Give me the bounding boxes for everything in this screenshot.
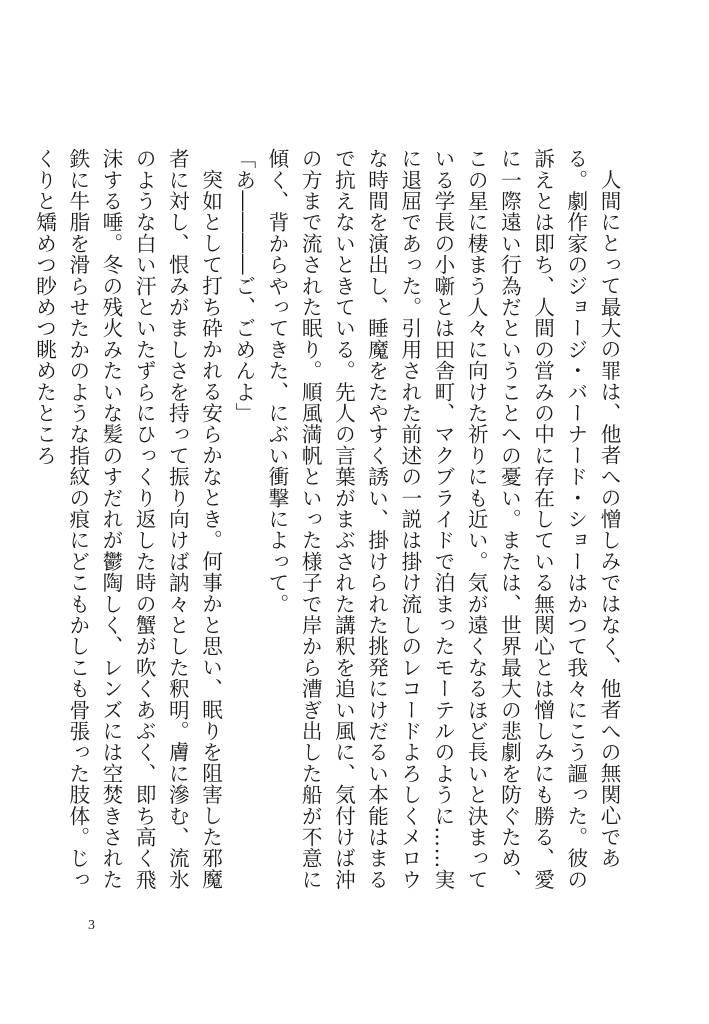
vertical-text-body	[32, 148, 625, 890]
paragraph-3: 突如として打ち砕かれる安らかなとき。何事かと思い、眠りを阻害した邪魔者に対し、恨みがましさを持って振り向けば訥々とした釈明。膚に滲む、流氷のような白い汗といたずらにひっくり返した時の蟹が吹くあぶく、即ち高く飛沫する唾。冬の残火みたいな髪のすだれが鬱陶しく、レンズには空焚きされた鉄に牛脂を滑らせたかのような指紋の痕にどこもかしこも骨張った肢体。じっくりと矯めつ眇めつ眺めたところ	[32, 148, 223, 890]
paragraph-1: 人間にとって最大の罪は、他者への憎しみではなく、他者への無関心である。劇作家のジョージ・バーナード・ショーはかつて我々にこう謳った。彼の訴えとは即ち、人間の営みの中に存在している無関心とは憎しみにも勝る、愛に一際遠い行為だということへの憂い。または、世界最大の悲劇を防ぐため、この星に棲まう人々に向けた祈りにも近い。気が遠くなるほど長いと決まっている学長の小噺とは田舎町、マクブライドで泊まったモーテルのように……実に退屈であった。引用された前述の一説は掛け流しのレコードよろしくメロウな時間を演出し、睡魔をたやすく誘い、掛けられた挑発にけだるい本能はまるで抗えないときている。先人の言葉がまぶされた講釈を追い風に、気付けば沖の方まで流された眠り。順風満帆といった様子で岸から漕ぎ出した船が不意に傾く、背からやってきた、にぶい衝撃によって。	[264, 148, 621, 890]
paragraph-2-dialogue: 「あ――――ご、ごめんよ」	[231, 148, 256, 424]
page-number: 3	[88, 918, 95, 933]
